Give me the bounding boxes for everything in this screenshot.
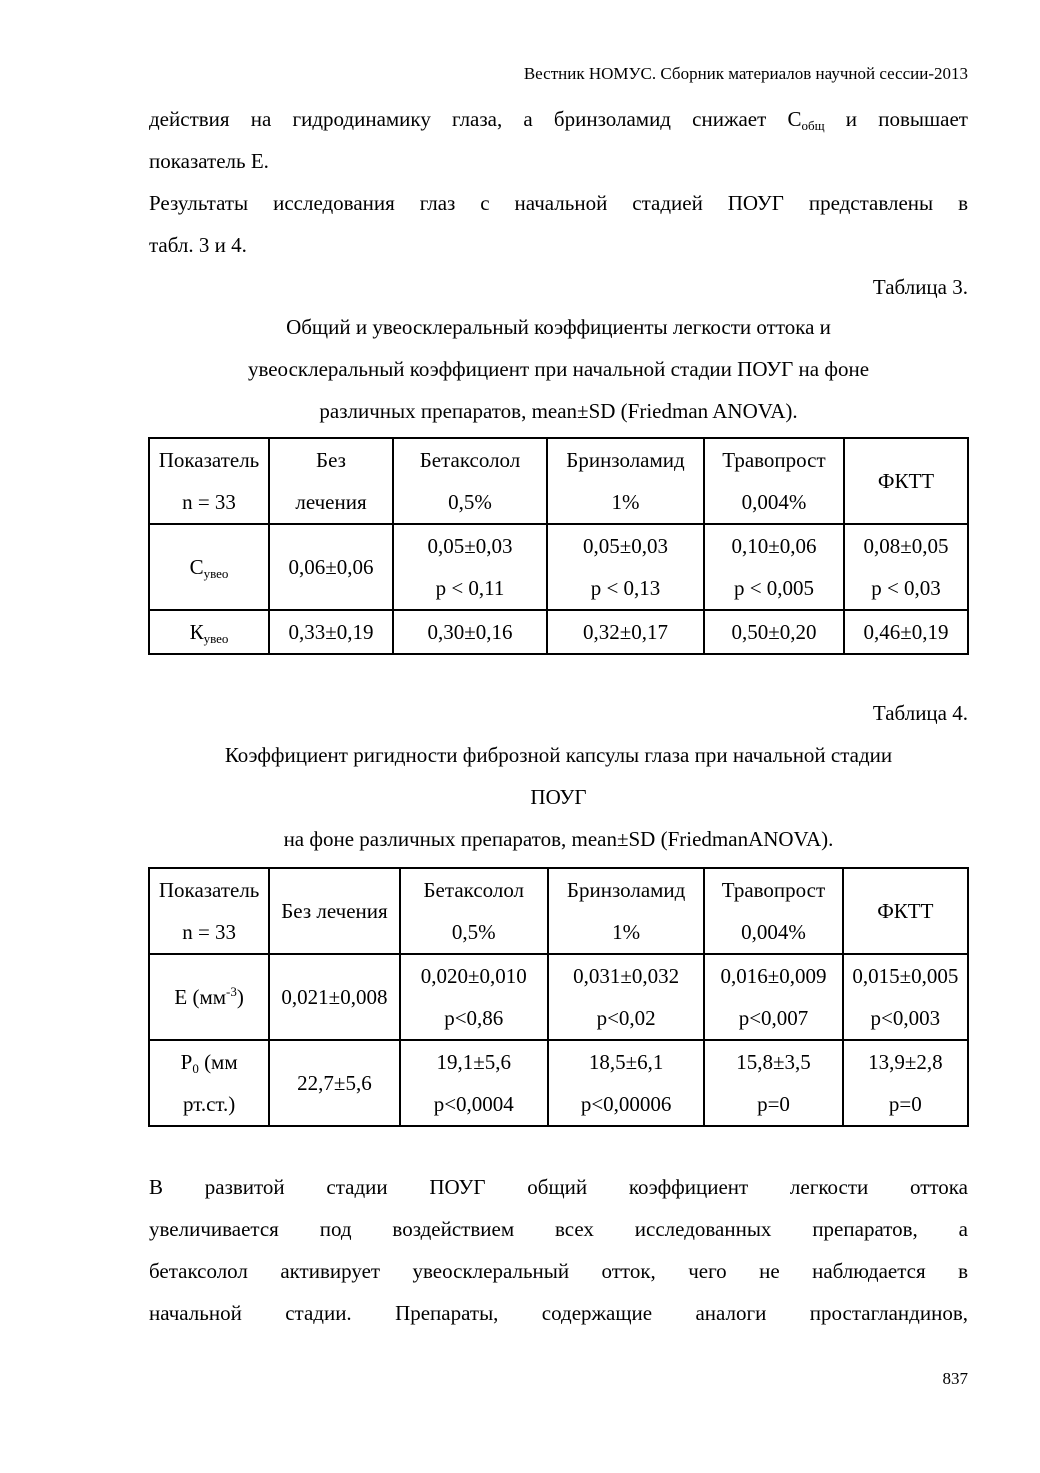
table4-title-line: ПОУГ: [530, 785, 587, 809]
intro-paragraph: [149, 98, 968, 308]
table-cell: 0,08±0,05 p < 0,03: [844, 524, 968, 610]
intro-line-2: показатель Е.: [149, 149, 269, 173]
outro-line-1: В развитой стадии ПОУГ общий коэффициент легкости оттока: [149, 1175, 968, 1199]
table-cell: 22,7±5,6: [269, 1040, 399, 1126]
table-cell: 0,32±0,17: [547, 610, 704, 654]
journal-header: Вестник НОМУС. Сборник материалов научной сессии-2013: [523, 64, 968, 83]
outro-line-3: бетаксолол активирует увеосклеральный отток, чего не наблюдается в: [149, 1259, 968, 1283]
outro-line-2: увеличивается под воздействием всех исследованных препаратов, а: [149, 1217, 968, 1241]
table-cell: 19,1±5,6 p<0,0004: [400, 1040, 548, 1126]
header-cell: Без лечения: [269, 868, 399, 954]
row-label: $К_{увео}$: [149, 610, 269, 654]
table-cell: 18,5±6,1 p<0,00006: [548, 1040, 704, 1126]
row-label: Е $(мм^{-3})$: [149, 954, 269, 1040]
header-cell: Бринзоламид 1%: [548, 868, 704, 954]
header-cell: Травопрост 0,004%: [704, 438, 844, 524]
table-cell: 0,031±0,032 p<0,02: [548, 954, 704, 1040]
table3-label: Таблица 3.: [872, 275, 968, 299]
header-cell: Показатель n = 33: [149, 868, 269, 954]
outro-line-4: начальной стадии. Препараты, содержащие аналоги простагландинов,: [149, 1301, 968, 1325]
table4-title-line: Коэффициент ригидности фиброзной капсулы глаза при начальной стадии: [224, 743, 893, 767]
header-cell: Травопрост 0,004%: [704, 868, 842, 954]
intro-line-3: Результаты исследования глаз с начальной стадией ПОУГ представлены в: [149, 191, 968, 215]
table-cell: 0,016±0,009 p<0,007: [704, 954, 842, 1040]
row-label: $Р_0$ (мм рт.ст.): [149, 1040, 269, 1126]
header-cell: Показатель n = 33: [149, 438, 269, 524]
table3-title-line: различных препаратов, mean±SD (Friedman ANOVA).: [319, 399, 798, 423]
table-cell: 0,10±0,06 p < 0,005: [704, 524, 844, 610]
table-cell: 0,50±0,20: [704, 610, 844, 654]
header-cell: ФКТТ: [844, 438, 968, 524]
table3-title-line: увеосклеральный коэффициент при начальной стадии ПОУГ на фоне: [247, 357, 870, 381]
table-header-row: [149, 868, 968, 954]
table4-label: Таблица 4.: [872, 701, 968, 725]
table-4: [148, 867, 969, 1127]
table-cell: 0,015±0,005 p<0,003: [843, 954, 968, 1040]
table4-title-line: на фоне различных препаратов, mean±SD (FriedmanANOVA).: [283, 827, 834, 851]
table4-title: [149, 734, 968, 860]
header-cell: Без лечения: [269, 438, 393, 524]
table-cell: 0,46±0,19: [844, 610, 968, 654]
table-cell: 0,06±0,06: [269, 524, 393, 610]
row-label: $С_{увео}$: [149, 524, 269, 610]
table-cell: 0,05±0,03 p < 0,13: [547, 524, 704, 610]
table-header-row: [149, 438, 968, 524]
header-cell: ФКТТ: [843, 868, 968, 954]
table-cell: 0,021±0,008: [269, 954, 399, 1040]
header-cell: Бринзоламид 1%: [547, 438, 704, 524]
table-row: [149, 954, 968, 1040]
outro-paragraph: [149, 1166, 968, 1334]
table-cell: 15,8±3,5 p=0: [704, 1040, 842, 1126]
table-cell: 0,05±0,03 p < 0,11: [393, 524, 547, 610]
page-number: 837: [942, 1369, 968, 1388]
header-cell: Бетаксолол 0,5%: [393, 438, 547, 524]
table3-title: [149, 306, 968, 432]
table3-title-line: Общий и увеосклеральный коэффициенты легкости оттока и: [286, 315, 831, 339]
table-row: [149, 610, 968, 654]
table-3: [148, 437, 969, 655]
header-cell: Бетаксолол 0,5%: [400, 868, 548, 954]
table-cell: 0,020±0,010 p<0,86: [400, 954, 548, 1040]
table-row: [149, 1040, 968, 1126]
intro-line-4: табл. 3 и 4.: [149, 233, 247, 257]
table-cell: 13,9±2,8 p=0: [843, 1040, 968, 1126]
table-cell: 0,33±0,19: [269, 610, 393, 654]
table-row: [149, 524, 968, 610]
intro-line-1: действия на гидродинамику глаза, а бринзоламид снижает $С_{общ}$ и повышает: [149, 107, 968, 133]
table-cell: 0,30±0,16: [393, 610, 547, 654]
